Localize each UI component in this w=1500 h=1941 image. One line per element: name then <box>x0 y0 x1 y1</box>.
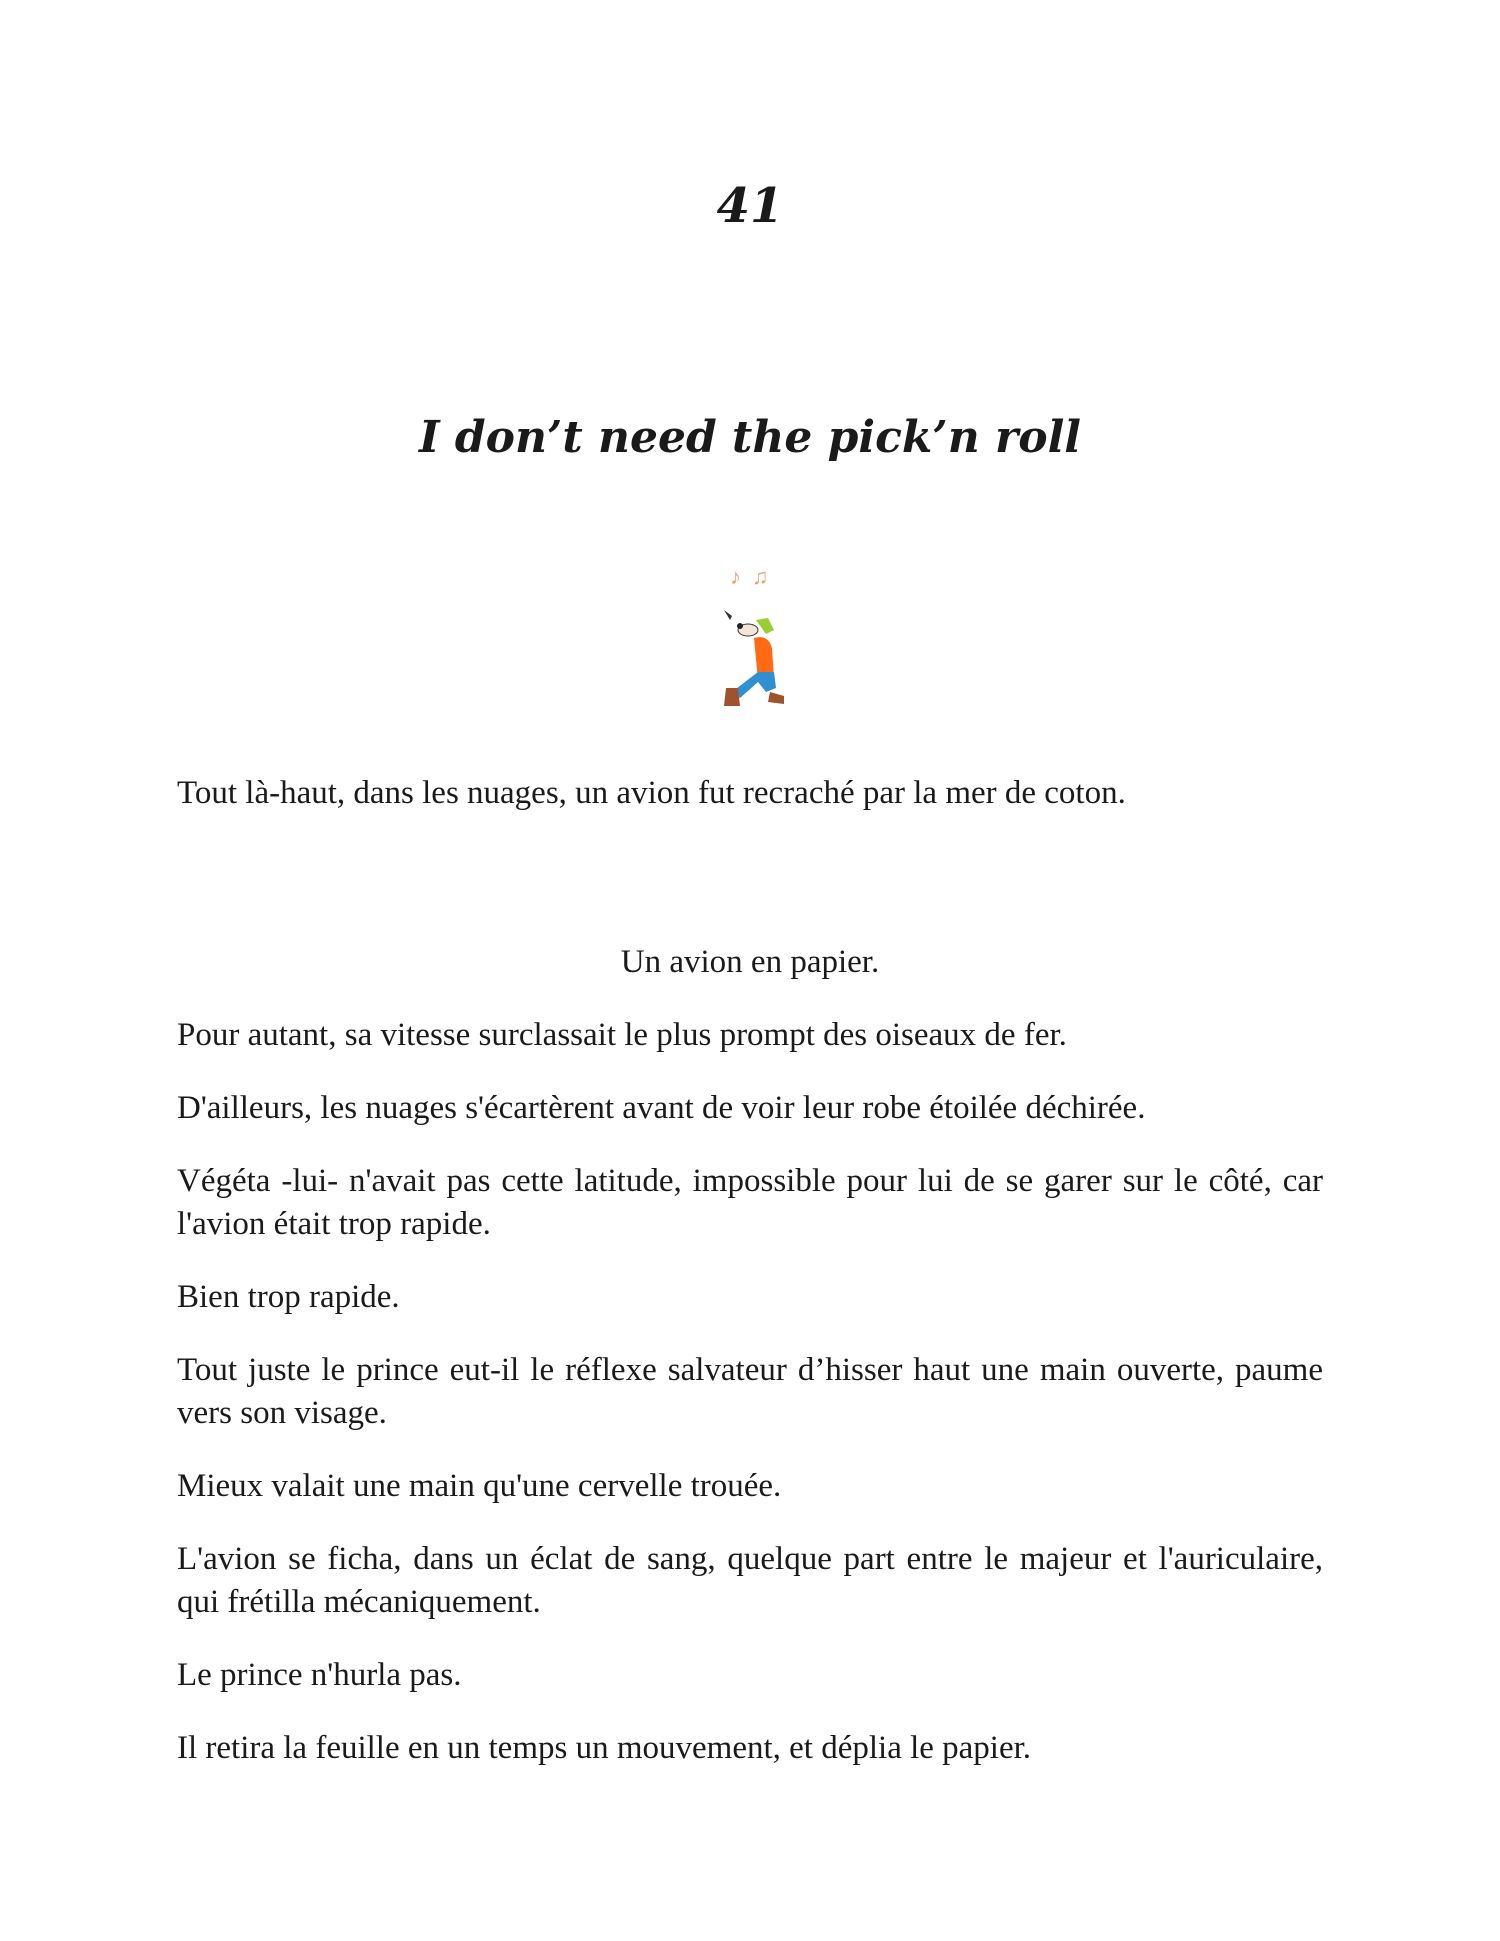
paragraph: Tout là-haut, dans les nuages, un avion fut recraché par la mer de coton. <box>177 775 1126 811</box>
paragraph: Un avion en papier. <box>620 944 880 980</box>
svg-text:♪: ♪ <box>730 564 741 589</box>
svg-text:♫: ♫ <box>752 564 769 589</box>
chapter-body <box>177 772 1323 1800</box>
paragraph: Tout juste le prince eut-il le réflexe salvateur d’hisser haut une main ouverte, paume vers son visage. <box>177 1352 1323 1431</box>
paragraph: Le prince n'hurla pas. <box>177 1657 462 1693</box>
chapter-title: I don’t need the pick’n roll <box>419 412 1081 463</box>
paragraph: L'avion se ficha, dans un éclat de sang, quelque part entre le majeur et l'auriculaire, qui frétilla mécaniquement. <box>177 1541 1323 1620</box>
paragraph: Mieux valait une main qu'une cervelle trouée. <box>177 1468 782 1504</box>
goofy-illustration-icon <box>712 560 798 710</box>
paragraph: Il retira la feuille en un temps un mouvement, et déplia le papier. <box>177 1730 1032 1766</box>
chapter-number: 41 <box>716 178 784 234</box>
paragraph: Végéta -lui- n'avait pas cette latitude, impossible pour lui de se garer sur le côté, car l'avion était trop rapide. <box>177 1163 1323 1242</box>
paragraph: Pour autant, sa vitesse surclassait le plus prompt des oiseaux de fer. <box>177 1017 1067 1053</box>
paragraph: Bien trop rapide. <box>177 1279 400 1315</box>
paragraph: D'ailleurs, les nuages s'écartèrent avant de voir leur robe étoilée déchirée. <box>177 1090 1146 1126</box>
